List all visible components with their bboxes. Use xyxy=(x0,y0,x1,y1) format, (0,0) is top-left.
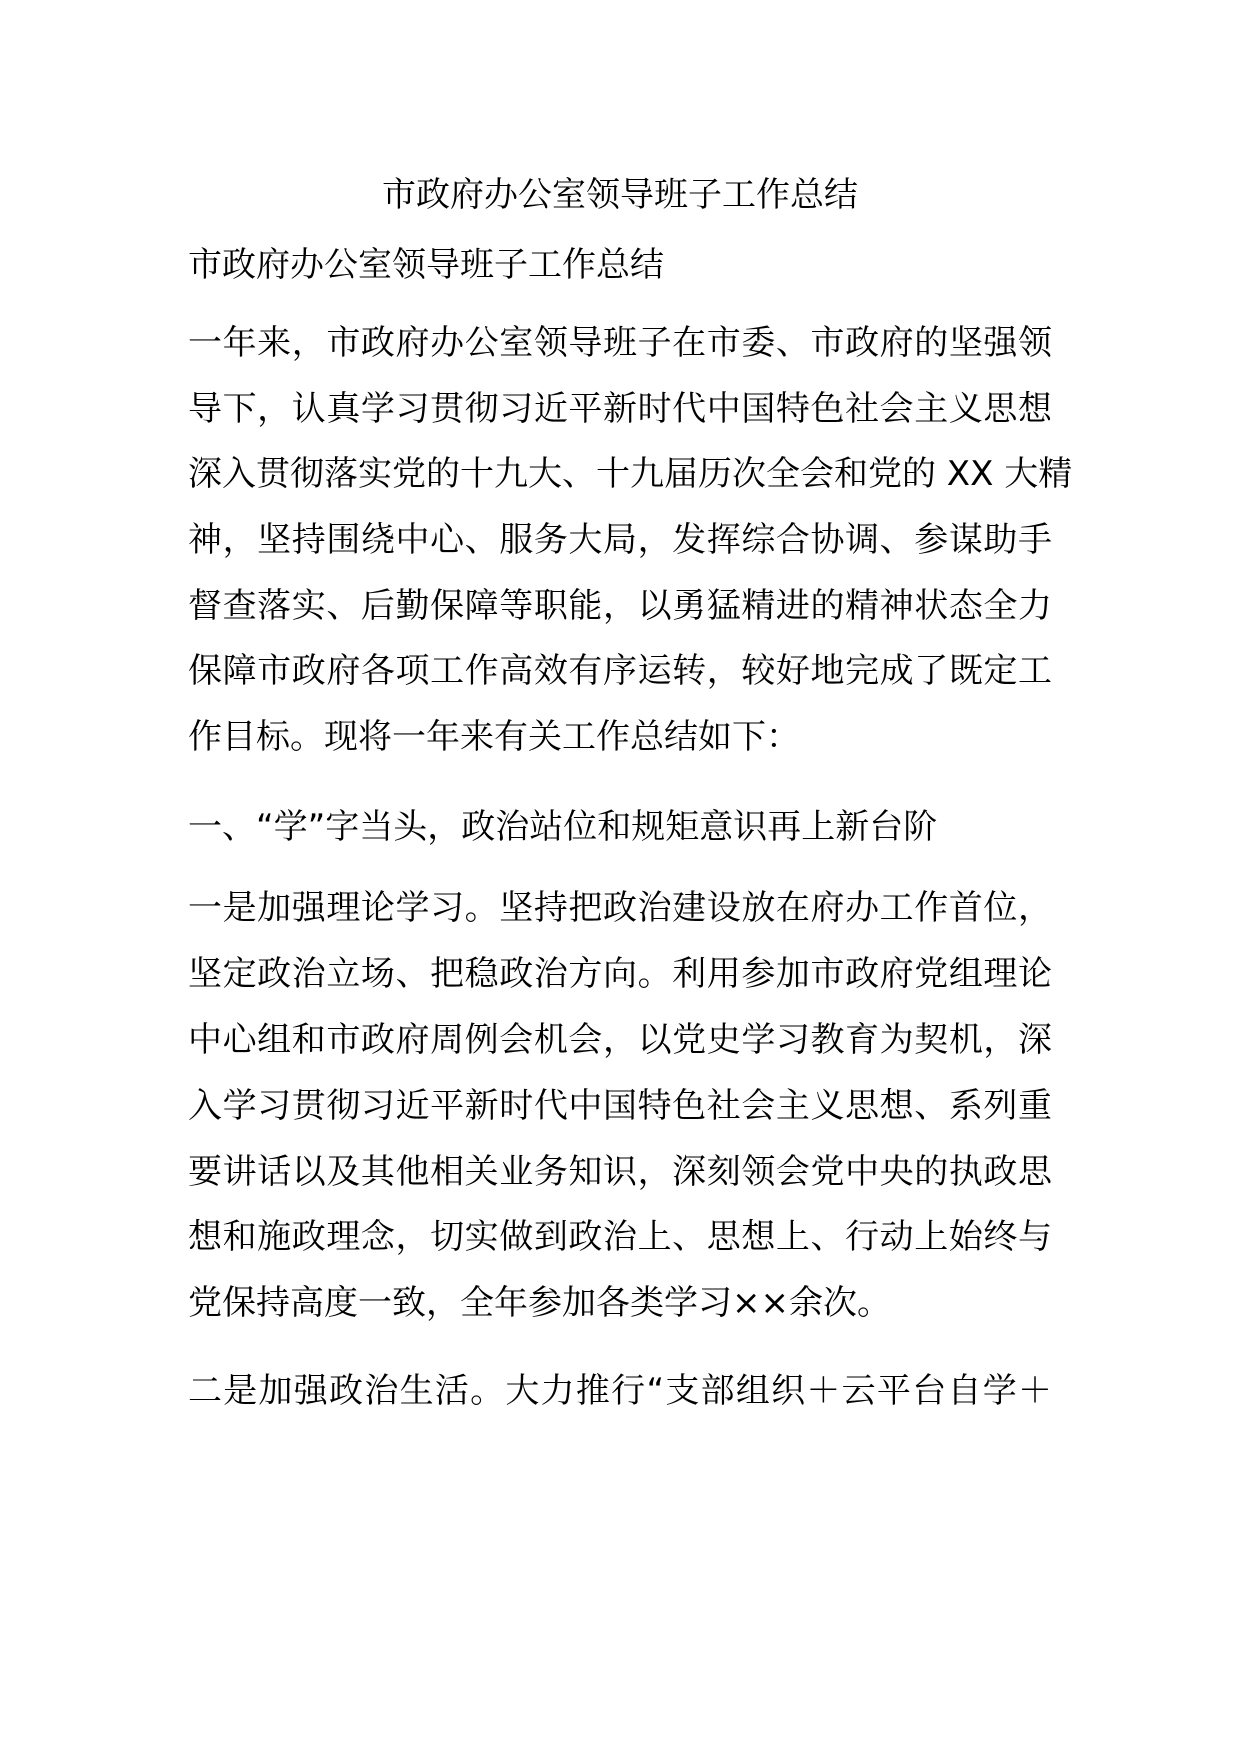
section-heading: 一、“学”字当头，政治站位和规矩意识再上新台阶 xyxy=(188,807,938,847)
paragraph-line: 二是加强政治生活。大力推行“支部组织＋云平台自学＋ xyxy=(188,1371,1052,1411)
paragraph-line: 保障市政府各项工作高效有序运转，较好地完成了既定工 xyxy=(188,651,1052,691)
paragraph-line: 一是加强理论学习。坚持把政治建设放在府办工作首位， xyxy=(188,888,1052,928)
paragraph-line: 导下，认真学习贯彻习近平新时代中国特色社会主义思想 xyxy=(188,389,1052,429)
paragraph-line: 坚定政治立场、把稳政治方向。利用参加市政府党组理论 xyxy=(188,954,1052,994)
paragraph-line: 一年来，市政府办公室领导班子在市委、市政府的坚强领 xyxy=(188,323,1052,363)
paragraph-line: 作目标。现将一年来有关工作总结如下： xyxy=(188,717,800,757)
paragraph-line: 想和施政理念，切实做到政治上、思想上、行动上始终与 xyxy=(188,1217,1052,1257)
paragraph-line: 中心组和市政府周例会机会，以党史学习教育为契机，深 xyxy=(188,1020,1052,1060)
paragraph-line: 督查落实、后勤保障等职能，以勇猛精进的精神状态全力 xyxy=(188,586,1052,626)
paragraph-line: 深入贯彻落实党的十九大、十九届历次全会和党的 XX 大精 xyxy=(188,454,1073,494)
paragraph-line: 神，坚持围绕中心、服务大局，发挥综合协调、参谋助手 xyxy=(188,520,1052,560)
paragraph-line: 党保持高度一致，全年参加各类学习××余次。 xyxy=(188,1283,891,1323)
paragraph-line: 要讲话以及其他相关业务知识，深刻领会党中央的执政思 xyxy=(188,1152,1052,1192)
paragraph-line: 入学习贯彻习近平新时代中国特色社会主义思想、系列重 xyxy=(188,1086,1052,1126)
document-subtitle: 市政府办公室领导班子工作总结 xyxy=(188,245,664,285)
document-title: 市政府办公室领导班子工作总结 xyxy=(382,175,858,215)
